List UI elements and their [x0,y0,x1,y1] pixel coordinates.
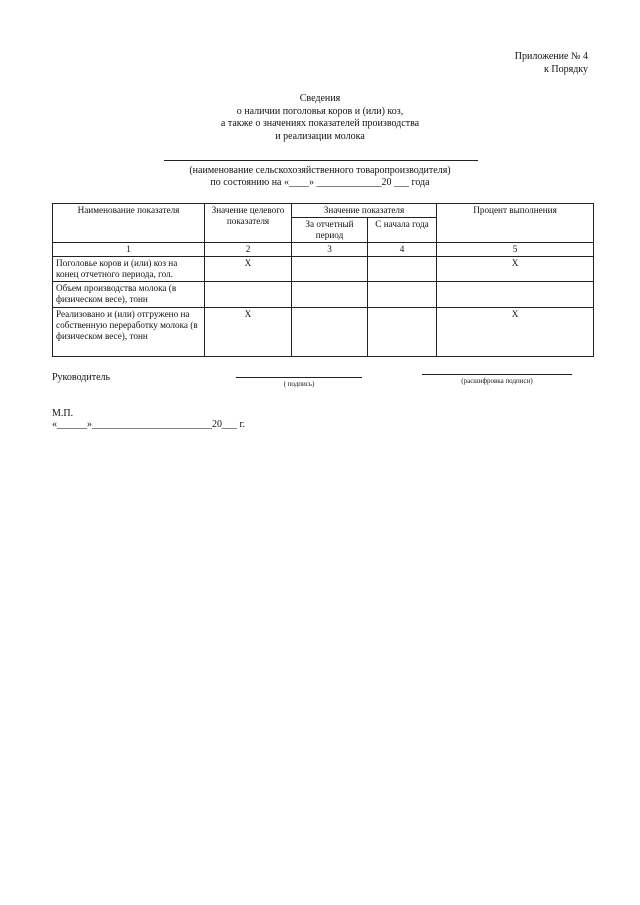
cell-reporting [292,282,368,308]
as-of-date-line: по состоянию на «____» _____________20 ___ года [210,177,430,188]
cell-percent [437,282,594,308]
header-since-start: С начала года [368,218,437,243]
heading-line-4: и реализации молока [275,130,365,142]
signature-label: Руководитель [52,372,111,383]
cell-target: Х [205,257,292,282]
producer-name-blank [164,160,478,161]
header-indicator: Наименование показателя [53,204,205,243]
appendix-number: Приложение № 4 [514,51,588,62]
row-indicator-name: Объем производства молока (в физическом весе), тонн [53,282,205,308]
cell-reporting [292,257,368,282]
heading-line-2: о наличии поголовья коров и (или) коз, [236,105,404,117]
cell-reporting [292,308,368,357]
document-heading [0,93,640,143]
table-header-row [53,204,594,218]
signature-decode-caption: (расшифровка подписи) [461,377,533,385]
cell-percent: Х [437,308,594,357]
cell-target [205,282,292,308]
header-percent: Процент выполнения [437,204,594,243]
header-target: Значение целевого показателя [205,204,292,243]
header-value-group: Значение показателя [292,204,437,218]
indicators-table [52,203,594,357]
appendix-order: к Порядку [544,64,588,75]
column-number-row [53,243,594,257]
seal-mark: М.П. [52,408,74,419]
heading-title: Сведения [299,93,341,104]
date-line: «______»________________________20___ г. [52,419,245,430]
cell-since-start [368,308,437,357]
signature-caption: ( подпись) [283,380,315,388]
column-number: 3 [292,243,368,257]
column-number: 5 [437,243,594,257]
column-number: 2 [205,243,292,257]
column-number: 1 [53,243,205,257]
heading-line-3: а также о значениях показателей производства [220,118,420,129]
table-row [53,282,594,308]
producer-caption: (наименование сельскохозяйственного товаропроизводителя) [189,165,451,176]
appendix-reference [515,50,588,76]
header-reporting-period: За отчетный период [292,218,368,243]
row-indicator-name: Поголовье коров и (или) коз на конец отчетного периода, гол. [53,257,205,282]
cell-percent: Х [437,257,594,282]
table-row [53,308,594,357]
signature-blank [236,377,362,378]
signature-decode-blank [422,374,572,375]
table-row [53,257,594,282]
column-number: 4 [368,243,437,257]
row-indicator-name: Реализовано и (или) отгружено на собственную переработку молока (в физическом весе), тонн [53,308,205,357]
cell-target: Х [205,308,292,357]
cell-since-start [368,257,437,282]
cell-since-start [368,282,437,308]
